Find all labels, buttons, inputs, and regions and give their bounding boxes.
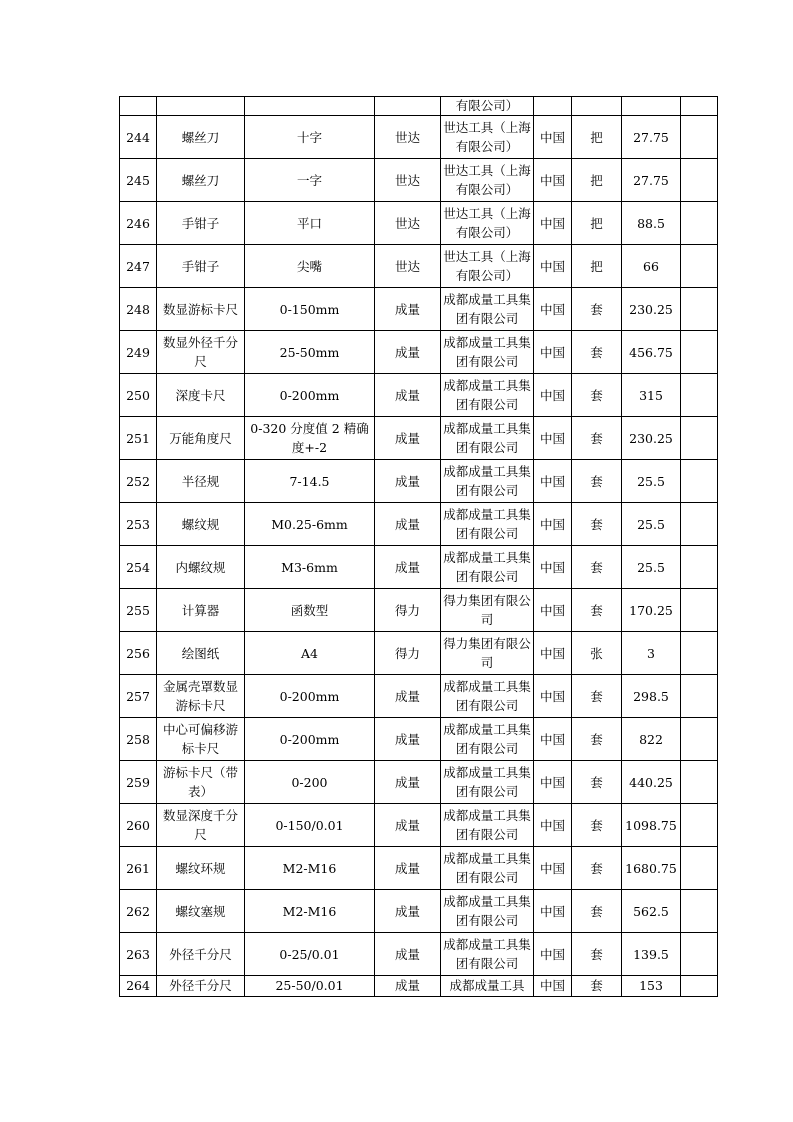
cell-spec: 0-200 <box>245 761 375 804</box>
cell-brand: 成量 <box>375 847 441 890</box>
cell-unit: 套 <box>572 417 622 460</box>
cell-brand: 成量 <box>375 374 441 417</box>
cell-unit: 把 <box>572 202 622 245</box>
cell-note <box>681 546 718 589</box>
cell-spec: M2-M16 <box>245 890 375 933</box>
table-row <box>120 589 718 632</box>
cell-unit: 套 <box>572 847 622 890</box>
table-row <box>120 202 718 245</box>
cell-name: 手钳子 <box>157 202 245 245</box>
cell-spec: A4 <box>245 632 375 675</box>
cell-manufacturer: 成都成量工具集团有限公司 <box>441 761 534 804</box>
cell-origin: 中国 <box>534 589 572 632</box>
cell-origin: 中国 <box>534 632 572 675</box>
cell-price: 315 <box>622 374 681 417</box>
cell-spec: 函数型 <box>245 589 375 632</box>
cell-origin: 中国 <box>534 890 572 933</box>
cell-name: 数显外径千分尺 <box>157 331 245 374</box>
cell-note <box>681 847 718 890</box>
cell-number: 259 <box>120 761 157 804</box>
cell-number: 253 <box>120 503 157 546</box>
cell-spec: 一字 <box>245 159 375 202</box>
cell-manufacturer: 成都成量工具集团有限公司 <box>441 503 534 546</box>
cell-spec: 0-150/0.01 <box>245 804 375 847</box>
table-row <box>120 503 718 546</box>
cell-price: 562.5 <box>622 890 681 933</box>
cell-price: 27.75 <box>622 159 681 202</box>
cell-name: 螺纹塞规 <box>157 890 245 933</box>
cell-name: 金属壳罩数显游标卡尺 <box>157 675 245 718</box>
cell-origin: 中国 <box>534 288 572 331</box>
cell-unit: 张 <box>572 632 622 675</box>
cell-origin: 中国 <box>534 933 572 976</box>
cell-spec: 0-320 分度值 2 精确度+-2 <box>245 417 375 460</box>
cell-origin: 中国 <box>534 675 572 718</box>
cell-number: 251 <box>120 417 157 460</box>
cell-manufacturer: 世达工具（上海有限公司） <box>441 202 534 245</box>
cell-unit: 套 <box>572 331 622 374</box>
table-row <box>120 116 718 159</box>
cell-origin: 中国 <box>534 718 572 761</box>
cell-price: 440.25 <box>622 761 681 804</box>
cell-brand: 成量 <box>375 417 441 460</box>
cell-price: 25.5 <box>622 503 681 546</box>
cell-note <box>681 890 718 933</box>
cell-name: 螺纹环规 <box>157 847 245 890</box>
table-row <box>120 374 718 417</box>
cell-spec: M2-M16 <box>245 847 375 890</box>
table-row <box>120 761 718 804</box>
cell-note <box>681 503 718 546</box>
cell-name: 游标卡尺（带表） <box>157 761 245 804</box>
cell-name: 内螺纹规 <box>157 546 245 589</box>
cell-name: 中心可偏移游标卡尺 <box>157 718 245 761</box>
cell-manufacturer: 成都成量工具集团有限公司 <box>441 675 534 718</box>
cell-brand: 得力 <box>375 589 441 632</box>
cell-manufacturer: 世达工具（上海有限公司） <box>441 245 534 288</box>
table-row <box>120 159 718 202</box>
cell-manufacturer: 成都成量工具集团有限公司 <box>441 933 534 976</box>
cell-unit: 套 <box>572 804 622 847</box>
cell-unit: 把 <box>572 245 622 288</box>
cell-origin: 中国 <box>534 331 572 374</box>
cell-spec <box>245 97 375 116</box>
table-row <box>120 847 718 890</box>
cell-number: 250 <box>120 374 157 417</box>
cell-manufacturer: 成都成量工具集团有限公司 <box>441 890 534 933</box>
cell-number: 263 <box>120 933 157 976</box>
cell-spec: M3-6mm <box>245 546 375 589</box>
cell-number: 248 <box>120 288 157 331</box>
cell-number: 257 <box>120 675 157 718</box>
cell-spec: 尖嘴 <box>245 245 375 288</box>
cell-origin: 中国 <box>534 417 572 460</box>
table-row <box>120 245 718 288</box>
cell-number: 261 <box>120 847 157 890</box>
cell-name <box>157 97 245 116</box>
table-row <box>120 331 718 374</box>
cell-manufacturer: 世达工具（上海有限公司） <box>441 159 534 202</box>
cell-name: 深度卡尺 <box>157 374 245 417</box>
cell-note <box>681 632 718 675</box>
cell-price: 1098.75 <box>622 804 681 847</box>
cell-name: 计算器 <box>157 589 245 632</box>
cell-note <box>681 675 718 718</box>
cell-origin: 中国 <box>534 245 572 288</box>
table-row-continued <box>120 97 718 116</box>
cell-unit: 把 <box>572 116 622 159</box>
table-row <box>120 804 718 847</box>
table-row <box>120 546 718 589</box>
cell-brand: 世达 <box>375 202 441 245</box>
cell-price: 25.5 <box>622 460 681 503</box>
cell-number: 252 <box>120 460 157 503</box>
cell-name: 螺丝刀 <box>157 116 245 159</box>
cell-spec: 25-50/0.01 <box>245 976 375 997</box>
cell-note <box>681 933 718 976</box>
cell-number: 264 <box>120 976 157 997</box>
cell-note <box>681 116 718 159</box>
cell-name: 万能角度尺 <box>157 417 245 460</box>
cell-origin: 中国 <box>534 159 572 202</box>
cell-price: 88.5 <box>622 202 681 245</box>
cell-name: 螺纹规 <box>157 503 245 546</box>
cell-spec: 平口 <box>245 202 375 245</box>
cell-origin: 中国 <box>534 976 572 997</box>
cell-price <box>622 97 681 116</box>
cell-price: 27.75 <box>622 116 681 159</box>
cell-manufacturer: 成都成量工具 <box>441 976 534 997</box>
cell-brand: 成量 <box>375 675 441 718</box>
cell-price: 298.5 <box>622 675 681 718</box>
cell-note <box>681 761 718 804</box>
cell-brand: 成量 <box>375 331 441 374</box>
cell-manufacturer: 得力集团有限公司 <box>441 632 534 675</box>
cell-note <box>681 417 718 460</box>
cell-manufacturer: 成都成量工具集团有限公司 <box>441 546 534 589</box>
cell-note <box>681 202 718 245</box>
cell-brand: 成量 <box>375 890 441 933</box>
cell-note <box>681 804 718 847</box>
cell-note <box>681 288 718 331</box>
table-row <box>120 976 718 997</box>
cell-name: 手钳子 <box>157 245 245 288</box>
cell-name: 半径规 <box>157 460 245 503</box>
cell-brand: 成量 <box>375 804 441 847</box>
cell-unit: 套 <box>572 589 622 632</box>
cell-unit: 套 <box>572 503 622 546</box>
cell-spec: M0.25-6mm <box>245 503 375 546</box>
cell-number: 254 <box>120 546 157 589</box>
cell-number: 246 <box>120 202 157 245</box>
cell-number: 262 <box>120 890 157 933</box>
cell-origin <box>534 97 572 116</box>
cell-note <box>681 331 718 374</box>
cell-unit: 套 <box>572 890 622 933</box>
cell-price: 3 <box>622 632 681 675</box>
table-row <box>120 718 718 761</box>
cell-unit: 套 <box>572 761 622 804</box>
cell-brand: 成量 <box>375 460 441 503</box>
cell-note <box>681 460 718 503</box>
cell-number <box>120 97 157 116</box>
cell-manufacturer: 成都成量工具集团有限公司 <box>441 331 534 374</box>
cell-note <box>681 97 718 116</box>
table-body <box>120 97 718 997</box>
cell-number: 255 <box>120 589 157 632</box>
cell-brand: 成量 <box>375 503 441 546</box>
cell-unit: 套 <box>572 460 622 503</box>
cell-brand: 成量 <box>375 933 441 976</box>
cell-unit: 套 <box>572 933 622 976</box>
cell-brand: 成量 <box>375 976 441 997</box>
cell-price: 66 <box>622 245 681 288</box>
cell-number: 245 <box>120 159 157 202</box>
cell-name: 外径千分尺 <box>157 933 245 976</box>
cell-note <box>681 374 718 417</box>
cell-manufacturer: 成都成量工具集团有限公司 <box>441 804 534 847</box>
cell-name: 绘图纸 <box>157 632 245 675</box>
cell-brand: 成量 <box>375 718 441 761</box>
cell-origin: 中国 <box>534 546 572 589</box>
cell-number: 247 <box>120 245 157 288</box>
cell-origin: 中国 <box>534 202 572 245</box>
cell-price: 170.25 <box>622 589 681 632</box>
cell-number: 249 <box>120 331 157 374</box>
cell-origin: 中国 <box>534 503 572 546</box>
cell-origin: 中国 <box>534 374 572 417</box>
cell-name: 螺丝刀 <box>157 159 245 202</box>
cell-price: 139.5 <box>622 933 681 976</box>
cell-brand: 成量 <box>375 546 441 589</box>
cell-note <box>681 589 718 632</box>
cell-unit <box>572 97 622 116</box>
table-row <box>120 933 718 976</box>
cell-origin: 中国 <box>534 116 572 159</box>
cell-unit: 套 <box>572 546 622 589</box>
table-row <box>120 890 718 933</box>
cell-manufacturer: 有限公司） <box>441 97 534 116</box>
cell-brand: 世达 <box>375 159 441 202</box>
cell-manufacturer: 成都成量工具集团有限公司 <box>441 417 534 460</box>
cell-manufacturer: 得力集团有限公司 <box>441 589 534 632</box>
cell-spec: 0-200mm <box>245 374 375 417</box>
cell-price: 230.25 <box>622 417 681 460</box>
cell-number: 258 <box>120 718 157 761</box>
cell-brand: 得力 <box>375 632 441 675</box>
cell-name: 数显游标卡尺 <box>157 288 245 331</box>
cell-origin: 中国 <box>534 460 572 503</box>
cell-brand: 成量 <box>375 288 441 331</box>
cell-manufacturer: 世达工具（上海有限公司） <box>441 116 534 159</box>
table-row <box>120 675 718 718</box>
cell-brand: 成量 <box>375 761 441 804</box>
cell-unit: 套 <box>572 976 622 997</box>
equipment-price-table <box>119 96 718 997</box>
cell-price: 822 <box>622 718 681 761</box>
cell-spec: 0-150mm <box>245 288 375 331</box>
cell-name: 数显深度千分尺 <box>157 804 245 847</box>
cell-spec: 0-25/0.01 <box>245 933 375 976</box>
cell-spec: 25-50mm <box>245 331 375 374</box>
cell-unit: 把 <box>572 159 622 202</box>
cell-unit: 套 <box>572 288 622 331</box>
cell-manufacturer: 成都成量工具集团有限公司 <box>441 847 534 890</box>
cell-brand: 世达 <box>375 116 441 159</box>
cell-number: 260 <box>120 804 157 847</box>
cell-manufacturer: 成都成量工具集团有限公司 <box>441 288 534 331</box>
cell-price: 456.75 <box>622 331 681 374</box>
cell-price: 1680.75 <box>622 847 681 890</box>
cell-origin: 中国 <box>534 804 572 847</box>
cell-origin: 中国 <box>534 761 572 804</box>
cell-unit: 套 <box>572 374 622 417</box>
cell-spec: 0-200mm <box>245 675 375 718</box>
cell-number: 244 <box>120 116 157 159</box>
cell-unit: 套 <box>572 675 622 718</box>
table-row <box>120 288 718 331</box>
table-row <box>120 632 718 675</box>
cell-manufacturer: 成都成量工具集团有限公司 <box>441 718 534 761</box>
cell-note <box>681 976 718 997</box>
table-row <box>120 417 718 460</box>
cell-origin: 中国 <box>534 847 572 890</box>
cell-note <box>681 159 718 202</box>
cell-note <box>681 245 718 288</box>
cell-price: 230.25 <box>622 288 681 331</box>
cell-spec: 7-14.5 <box>245 460 375 503</box>
cell-spec: 0-200mm <box>245 718 375 761</box>
cell-brand: 世达 <box>375 245 441 288</box>
cell-manufacturer: 成都成量工具集团有限公司 <box>441 460 534 503</box>
cell-brand <box>375 97 441 116</box>
cell-number: 256 <box>120 632 157 675</box>
cell-name: 外径千分尺 <box>157 976 245 997</box>
cell-note <box>681 718 718 761</box>
cell-price: 25.5 <box>622 546 681 589</box>
cell-unit: 套 <box>572 718 622 761</box>
cell-spec: 十字 <box>245 116 375 159</box>
table-row <box>120 460 718 503</box>
cell-price: 153 <box>622 976 681 997</box>
cell-manufacturer: 成都成量工具集团有限公司 <box>441 374 534 417</box>
